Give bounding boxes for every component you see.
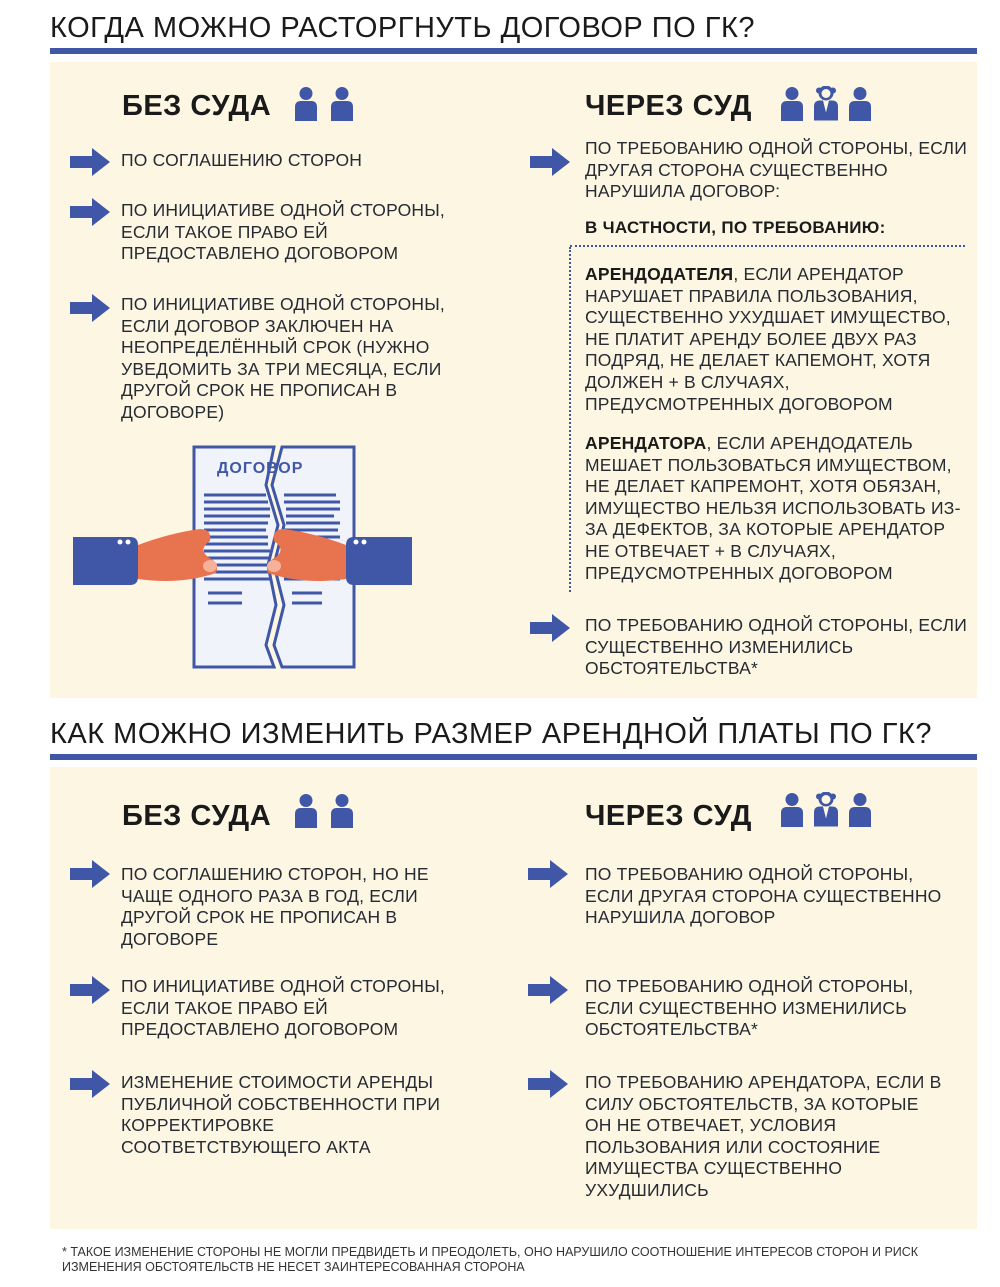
section1-right-item-2: ПО ТРЕБОВАНИЮ ОДНОЙ СТОРОНЫ, ЕСЛИ СУЩЕСТВЕННО ИЗМЕНИЛИСЬ ОБСТОЯТЕЛЬСТВА* (585, 615, 967, 679)
two-people-icon (294, 86, 356, 122)
section1-title-rule (50, 48, 977, 54)
arrow-icon (70, 198, 110, 226)
section1-right-item-1: ПО ТРЕБОВАНИЮ ОДНОЙ СТОРОНЫ, ЕСЛИ ДРУГАЯ СТОРОНА СУЩЕСТВЕННО НАРУШИЛА ДОГОВОР: (585, 138, 967, 202)
section2-right-item-2: ПО ТРЕБОВАНИЮ ОДНОЙ СТОРОНЫ, ЕСЛИ СУЩЕСТВЕННО ИЗМЕНИЛИСЬ ОБСТОЯТЕЛЬСТВА* (585, 976, 914, 1040)
tenant-text: , ЕСЛИ АРЕНДОДАТЕЛЬ МЕШАЕТ ПОЛЬЗОВАТЬСЯ ИМУЩЕСТВОМ, НЕ ДЕЛАЕТ КАПРЕМОНТ, ХОТЯ ОБЯЗАН, ИМУЩЕСТВО НЕЛЬЗЯ ИСПОЛЬЗОВАТЬ ИЗ-ЗА ДЕФЕКТОВ, ЗА КОТОРЫЕ АРЕНДАТОР НЕ ОТВЕЧАЕТ + В СЛУЧАЯХ, ПРЕДУСМОТРЕННЫХ ДОГОВОРОМ (585, 433, 961, 583)
court-people-icon (778, 84, 874, 122)
torn-contract-illustration (70, 445, 415, 670)
landlord-label: АРЕНДОДАТЕЛЯ (585, 264, 734, 284)
arrow-icon (70, 976, 110, 1004)
section2-left-item-2: ПО ИНИЦИАТИВЕ ОДНОЙ СТОРОНЫ, ЕСЛИ ТАКОЕ ПРАВО ЕЙ ПРЕДОСТАВЛЕНО ДОГОВОРОМ (121, 976, 445, 1040)
tenant-paragraph (585, 433, 965, 584)
two-people-icon (294, 793, 356, 829)
arrow-icon (70, 294, 110, 322)
footnote: * ТАКОЕ ИЗМЕНЕНИЕ СТОРОНЫ НЕ МОГЛИ ПРЕДВИДЕТЬ И ПРЕОДОЛЕТЬ, ОНО НАРУШИЛО СООТНОШЕНИЕ ИНТЕРЕСОВ СТОРОН И РИСК ИЗМЕНЕНИЯ ОБСТОЯТЕЛЬСТВ НЕ НЕСЕТ ЗАИНТЕРЕСОВАННАЯ СТОРОНА (62, 1245, 919, 1274)
landlord-text: , ЕСЛИ АРЕНДАТОР НАРУШАЕТ ПРАВИЛА ПОЛЬЗОВАНИЯ, СУЩЕСТВЕННО УХУДШАЕТ ИМУЩЕСТВО, НЕ ПЛАТИТ АРЕНДУ БОЛЕЕ ДВУХ РАЗ ПОДРЯД, НЕ ДЕЛАЕТ КАПЕМОНТ, ХОТЯ ДОЛЖЕН + В СЛУЧАЯХ, ПРЕДУСМОТРЕННЫХ ДОГОВОРОМ (585, 264, 951, 414)
section1-right-heading: ЧЕРЕЗ СУД (585, 90, 752, 122)
arrow-icon (528, 976, 568, 1004)
tenant-label: АРЕНДАТОРА (585, 433, 707, 453)
arrow-icon (528, 1070, 568, 1098)
landlord-paragraph (585, 264, 965, 415)
section1-left-item-1: ПО СОГЛАШЕНИЮ СТОРОН (121, 150, 363, 170)
section2-left-item-3: ИЗМЕНЕНИЕ СТОИМОСТИ АРЕНДЫ ПУБЛИЧНОЙ СОБСТВЕННОСТИ ПРИ КОРРЕКТИРОВКЕ СООТВЕТСТВУЮЩЕГО АКТА (121, 1072, 441, 1157)
arrow-icon (528, 860, 568, 888)
section2-title: КАК МОЖНО ИЗМЕНИТЬ РАЗМЕР АРЕНДНОЙ ПЛАТЫ ПО ГК? (50, 718, 932, 750)
section1-left-heading: БЕЗ СУДА (122, 90, 272, 122)
arrow-icon (70, 1070, 110, 1098)
contract-label: ДОГОВОР (217, 460, 304, 477)
arrow-icon (70, 860, 110, 888)
section2-left-heading: БЕЗ СУДА (122, 800, 272, 832)
section1-left-item-2: ПО ИНИЦИАТИВЕ ОДНОЙ СТОРОНЫ, ЕСЛИ ТАКОЕ ПРАВО ЕЙ ПРЕДОСТАВЛЕНО ДОГОВОРОМ (121, 200, 445, 264)
section1-right-subhead: В ЧАСТНОСТИ, ПО ТРЕБОВАНИЮ: (585, 218, 886, 237)
section2-right-item-3: ПО ТРЕБОВАНИЮ АРЕНДАТОРА, ЕСЛИ В СИЛУ ОБСТОЯТЕЛЬСТВ, ЗА КОТОРЫЕ ОН НЕ ОТВЕЧАЕТ, УСЛОВИЯ ПОЛЬЗОВАНИЯ ИЛИ СОСТОЯНИЕ ИМУЩЕСТВА СУЩЕСТВЕННО УХУДШИЛИСЬ (585, 1072, 942, 1200)
dotted-bracket (569, 247, 571, 592)
section1-left-item-3: ПО ИНИЦИАТИВЕ ОДНОЙ СТОРОНЫ, ЕСЛИ ДОГОВОР ЗАКЛЮЧЕН НА НЕОПРЕДЕЛЁННЫЙ СРОК (НУЖНО УВЕДОМИТЬ ЗА ТРИ МЕСЯЦА, ЕСЛИ ДРУГОЙ СРОК НЕ ПРОПИСАН В ДОГОВОРЕ) (121, 294, 445, 422)
section2-title-rule (50, 754, 977, 760)
arrow-icon (530, 614, 570, 642)
arrow-icon (530, 148, 570, 176)
section2-left-item-1: ПО СОГЛАШЕНИЮ СТОРОН, НО НЕ ЧАЩЕ ОДНОГО РАЗА В ГОД, ЕСЛИ ДРУГОЙ СРОК НЕ ПРОПИСАН В ДОГОВОРЕ (121, 864, 429, 949)
court-people-icon (778, 790, 874, 828)
arrow-icon (70, 148, 110, 176)
section2-right-heading: ЧЕРЕЗ СУД (585, 800, 752, 832)
dotted-divider (570, 245, 965, 247)
section2-right-item-1: ПО ТРЕБОВАНИЮ ОДНОЙ СТОРОНЫ, ЕСЛИ ДРУГАЯ СТОРОНА СУЩЕСТВЕННО НАРУШИЛА ДОГОВОР (585, 864, 942, 928)
section1-title: КОГДА МОЖНО РАСТОРГНУТЬ ДОГОВОР ПО ГК? (50, 12, 755, 44)
